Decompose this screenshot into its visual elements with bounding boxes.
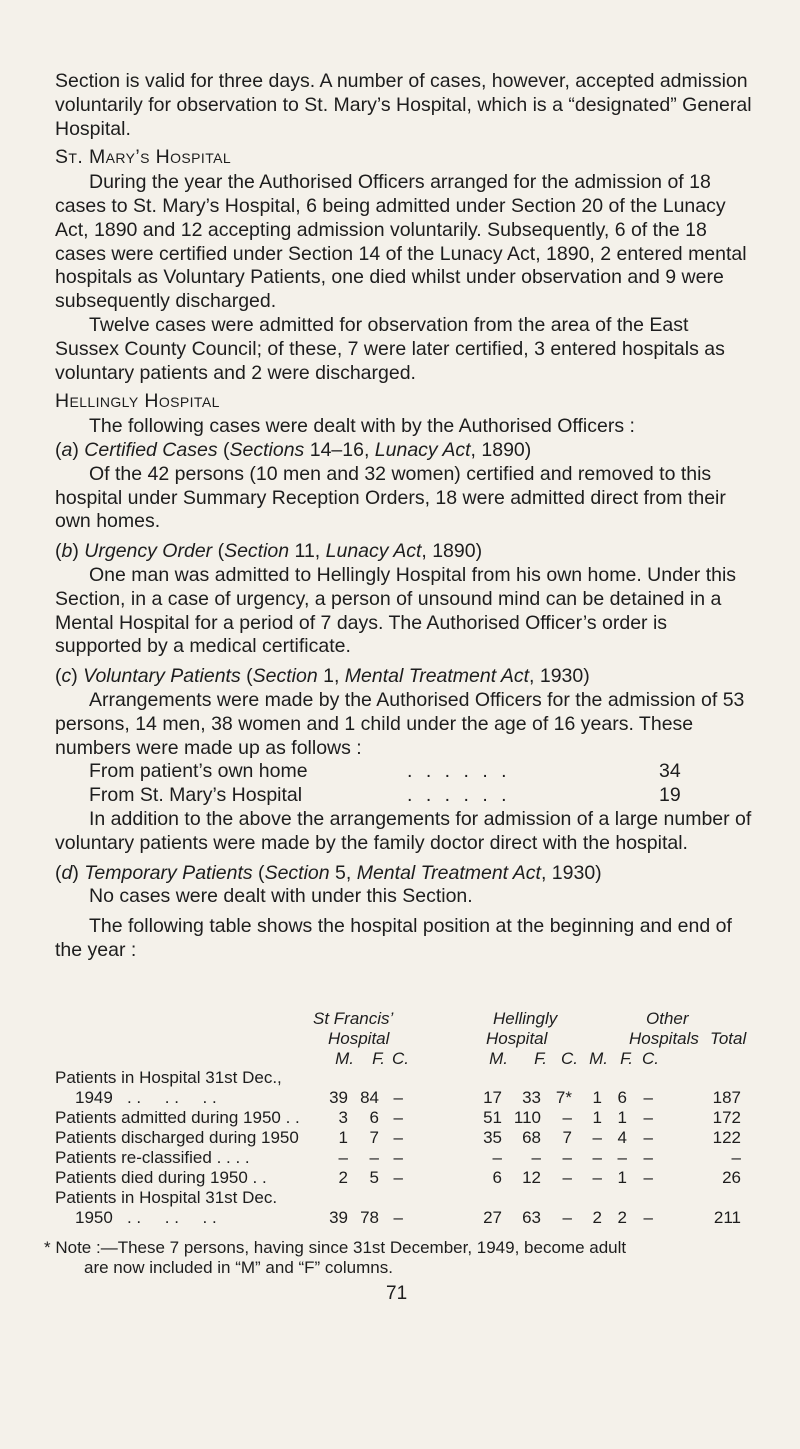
st-marys-heading: St. Mary’s Hospital	[55, 146, 232, 169]
table-cell: –	[643, 1208, 653, 1227]
table-cell: –	[393, 1208, 403, 1227]
table-cell: –	[393, 1088, 403, 1107]
table-cell: 1	[592, 1108, 602, 1127]
table-cell: 7*	[555, 1088, 572, 1107]
table-cell: 7	[562, 1128, 572, 1147]
table-cell: 7	[369, 1128, 379, 1147]
table-cell: 63	[522, 1208, 541, 1227]
row-label: Patients admitted during 1950 . .	[55, 1108, 300, 1127]
table-cell: –	[562, 1168, 572, 1187]
table-cell: –	[492, 1148, 502, 1167]
table-cell: 5	[369, 1168, 379, 1187]
table-cell: 1	[338, 1128, 348, 1147]
table-cell: –	[643, 1148, 653, 1167]
table-cell: –	[617, 1148, 627, 1167]
table-cell: –	[643, 1128, 653, 1147]
hellingly-intro: The following cases were dealt with by the Authorised Officers :	[89, 415, 635, 438]
table-cell-total: 187	[712, 1088, 741, 1107]
table-cell: –	[562, 1208, 572, 1227]
table-cell: 51	[483, 1108, 502, 1127]
list-item-value: 34	[659, 760, 681, 783]
group-header-other-2: Hospitals	[629, 1029, 699, 1048]
column-subheader: M.	[489, 1049, 508, 1068]
table-cell: –	[393, 1128, 403, 1147]
row-label-continued: 1950 . . . . . .	[75, 1208, 217, 1227]
list-item-dots: . . . . . .	[407, 784, 511, 807]
group-header-other: Other	[646, 1009, 689, 1028]
table-cell: 6	[617, 1088, 627, 1107]
table-cell: –	[393, 1108, 403, 1127]
table-cell: –	[643, 1108, 653, 1127]
table-cell: –	[562, 1108, 572, 1127]
table-cell: –	[393, 1148, 403, 1167]
section-a-text: Of the 42 persons (10 men and 32 women) certified and removed to this hospital under Summary Reception Orders, 18 were admitted direct from their own homes.	[55, 462, 726, 533]
table-cell: 68	[522, 1128, 541, 1147]
list-item-dots: . . . . . .	[407, 760, 511, 783]
table-cell: 4	[617, 1128, 627, 1147]
table-cell: 39	[329, 1208, 348, 1227]
table-cell: –	[369, 1148, 379, 1167]
table-cell: 39	[329, 1088, 348, 1107]
table-cell: –	[592, 1168, 602, 1187]
row-label: Patients in Hospital 31st Dec.	[55, 1188, 278, 1207]
section-b-title: (b) Urgency Order (Section 11, Lunacy Act, 1890)	[55, 540, 483, 563]
table-cell-total: 172	[712, 1108, 741, 1127]
section-c-title: (c) Voluntary Patients (Section 1, Mental Treatment Act, 1930)	[55, 665, 590, 688]
row-label: Patients died during 1950 . .	[55, 1168, 267, 1187]
table-cell: –	[338, 1148, 348, 1167]
table-cell: 35	[483, 1128, 502, 1147]
section-c-text-2: In addition to the above the arrangements for admission of a large number of voluntary patients were made by the family doctor direct with the hospital.	[55, 807, 752, 854]
st-marys-paragraph-1: During the year the Authorised Officers arranged for the admission of 18 cases to St. Mary’s Hospital, 6 being admitted under Section 20 of the Lunacy Act, 1890 and 12 accepting admission voluntarily. Subsequently, 6 of the 18 cases were certified under Section 14 of the Lunacy Act, 1890, 2 entered mental hospitals as Voluntary Patients, one died whilst under observation and 9 were subsequently discharged.	[55, 171, 747, 313]
row-label: Patients re-classified . . . .	[55, 1148, 250, 1167]
group-header-st-francis-2: Hospital	[328, 1029, 390, 1048]
section-b-text: One man was admitted to Hellingly Hospital from his own home. Under this Section, in a case of urgency, a person of unsound mind can be detained in a Mental Hospital for a period of 7 days. The Authorised Officer’s order is supported by a medical certificate.	[55, 563, 737, 658]
table-cell-total: –	[731, 1148, 741, 1167]
table-cell: –	[592, 1128, 602, 1147]
list-item-label: From St. Mary’s Hospital	[89, 784, 303, 807]
table-cell: 33	[522, 1088, 541, 1107]
table-cell: 12	[522, 1168, 541, 1187]
table-intro: The following table shows the hospital position at the beginning and end of the year :	[55, 915, 732, 961]
column-subheader: C.	[642, 1049, 659, 1068]
table-cell: –	[643, 1088, 653, 1107]
total-header: Total	[710, 1029, 747, 1048]
page-number: 71	[386, 1283, 408, 1304]
column-subheader: F.	[534, 1049, 547, 1068]
table-note-2: are now included in “M” and “F” columns.	[84, 1258, 393, 1277]
table-cell: 1	[592, 1088, 602, 1107]
row-label: Patients in Hospital 31st Dec.,	[55, 1068, 282, 1087]
table-cell: 2	[338, 1168, 348, 1187]
table-cell: 17	[483, 1088, 502, 1107]
table-cell: –	[531, 1148, 541, 1167]
table-cell: 27	[483, 1208, 502, 1227]
group-header-hellingly-2: Hospital	[486, 1029, 548, 1048]
row-label-continued: 1949 . . . . . .	[75, 1088, 217, 1107]
column-subheader: M.	[335, 1049, 354, 1068]
section-d-text: No cases were dealt with under this Section.	[89, 885, 473, 908]
group-header-hellingly: Hellingly	[493, 1009, 558, 1028]
table-cell: 6	[369, 1108, 379, 1127]
table-cell: 1	[617, 1108, 627, 1127]
table-cell: –	[393, 1168, 403, 1187]
table-cell: 2	[592, 1208, 602, 1227]
table-cell: 84	[360, 1088, 379, 1107]
list-item-label: From patient’s own home	[89, 760, 308, 783]
table-note: * Note :—These 7 persons, having since 31st December, 1949, become adult	[44, 1238, 627, 1257]
column-subheader: M.	[589, 1049, 608, 1068]
section-d-title: (d) Temporary Patients (Section 5, Mental Treatment Act, 1930)	[55, 861, 602, 884]
column-subheader: F.	[620, 1049, 633, 1068]
table-cell: 78	[360, 1208, 379, 1227]
row-label: Patients discharged during 1950	[55, 1128, 299, 1147]
table-cell: 2	[617, 1208, 627, 1227]
table-cell-total: 26	[722, 1168, 741, 1187]
table-cell: –	[562, 1148, 572, 1167]
column-subheader: C.	[392, 1049, 409, 1068]
section-a-title: (a) Certified Cases (Sections 14–16, Lunacy Act, 1890)	[55, 438, 532, 461]
table-cell-total: 122	[712, 1128, 741, 1147]
hellingly-heading: Hellingly Hospital	[55, 390, 220, 413]
column-subheader: F.	[372, 1049, 385, 1068]
section-c-text: Arrangements were made by the Authorised Officers for the admission of 53 persons, 14 men, 38 women and 1 child under the age of 16 years. These numbers were made up as follows :	[55, 688, 745, 759]
column-subheader: C.	[561, 1049, 578, 1068]
intro-paragraph: Section is valid for three days. A number of cases, however, accepted admission voluntarily for observation to St. Mary’s Hospital, which is a “designated” General Hospital.	[55, 70, 752, 140]
table-cell: –	[643, 1168, 653, 1187]
table-cell: 1	[617, 1168, 627, 1187]
table-cell: 6	[492, 1168, 502, 1187]
st-marys-paragraph-2: Twelve cases were admitted for observation from the area of the East Sussex County Council; of these, 7 were later certified, 3 entered hospitals as voluntary patients and 2 were discharged.	[55, 313, 725, 384]
table-cell-total: 211	[713, 1208, 741, 1227]
group-header-st-francis: St Francis’	[313, 1009, 394, 1028]
list-item-value: 19	[659, 784, 681, 807]
table-cell: –	[592, 1148, 602, 1167]
table-cell: 3	[338, 1108, 348, 1127]
table-cell: 110	[513, 1108, 541, 1127]
